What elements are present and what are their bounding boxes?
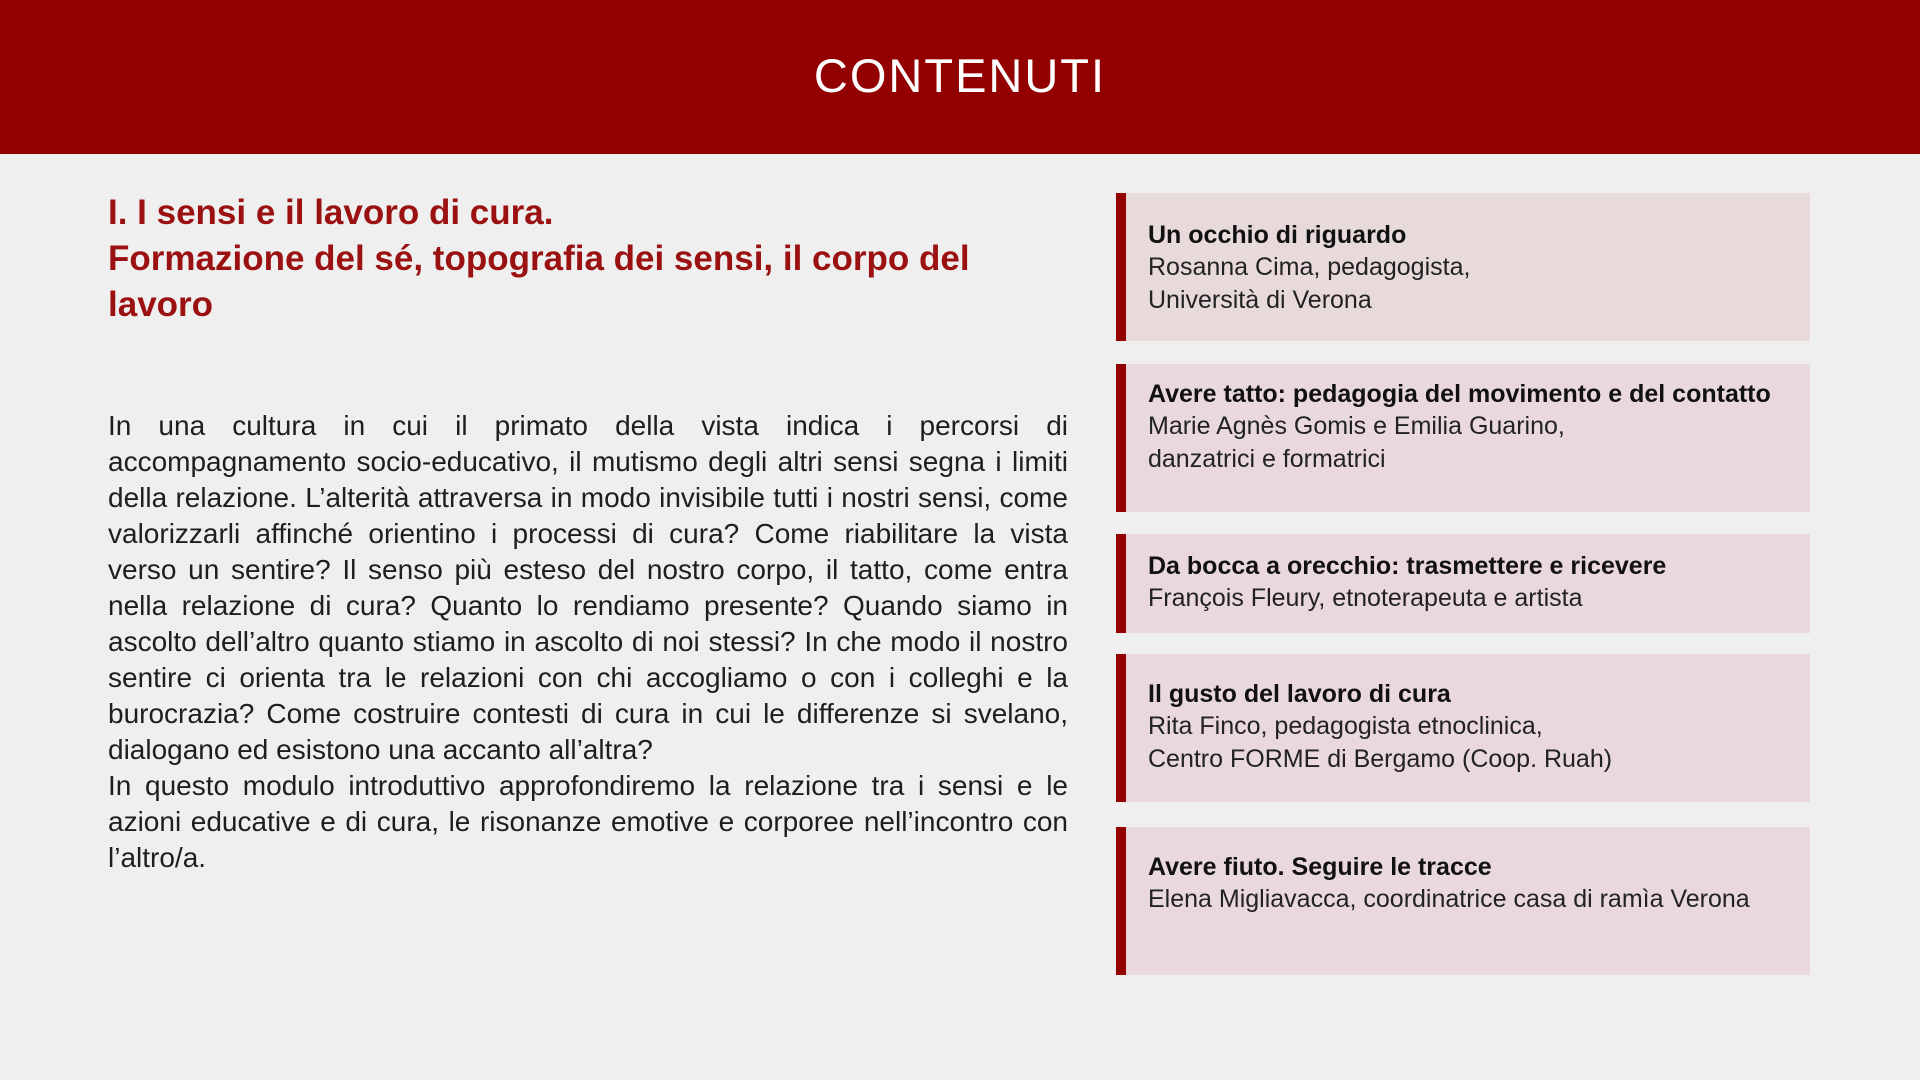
session-card [1116, 193, 1810, 341]
session-title: Un occhio di riguardo [1148, 221, 1407, 249]
session-card [1116, 654, 1810, 802]
session-affiliation: Università di Verona [1148, 286, 1372, 314]
session-title: Avere fiuto. Seguire le tracce [1148, 853, 1492, 881]
session-speaker: Rosanna Cima, pedagogista, [1148, 253, 1471, 281]
section-title-line-2: Formazione del sé, topografia dei sensi, il corpo del lavoro [108, 239, 970, 324]
session-speaker: Elena Migliavacca, coordinatrice casa di ramìa Verona [1148, 885, 1750, 913]
page-title: CONTENUTI [813, 48, 1107, 102]
section-title-line-1: I. I sensi e il lavoro di cura. [108, 193, 554, 232]
session-title: Da bocca a orecchio: trasmettere e ricevere [1148, 552, 1667, 580]
body-text [108, 408, 1068, 876]
module-description [108, 190, 1068, 876]
session-title: Il gusto del lavoro di cura [1148, 680, 1451, 708]
section-title [108, 190, 1068, 328]
session-card [1116, 827, 1810, 975]
session-affiliation: Centro FORME di Bergamo (Coop. Ruah) [1148, 745, 1613, 773]
session-speaker: Rita Finco, pedagogista etnoclinica, [1148, 712, 1543, 740]
session-title: Avere tatto: pedagogia del movimento e del contatto [1148, 380, 1771, 408]
session-card [1116, 534, 1810, 633]
header-bar [0, 0, 1920, 154]
session-speaker: Marie Agnès Gomis e Emilia Guarino, [1148, 412, 1565, 440]
session-card [1116, 364, 1810, 512]
session-speaker: François Fleury, etnoterapeuta e artista [1148, 584, 1583, 612]
body-paragraph-2: In questo modulo introduttivo approfondiremo la relazione tra i sensi e le azioni educative e di cura, le risonanze emotive e corporee nell’incontro con l’altro/a. [108, 770, 1068, 873]
body-paragraph-1: In una cultura in cui il primato della vista indica i percorsi di accompagnamento socio-educativo, il mutismo degli altri sensi segna i limiti della relazione. L’alterità attraversa in modo invisibile tutti i nostri sensi, come valorizzarli affinché orientino i processi di cura? Come riabilitare la vista verso un sentire? Il senso più esteso del nostro corpo, il tatto, come entra nella relazione di cura? Quanto lo rendiamo presente? Quando siamo in ascolto dell’altro quanto stiamo in ascolto di noi stessi? In che modo il nostro sentire ci orienta tra le relazioni con chi accogliamo o con i colleghi e la burocrazia? Come costruire contesti di cura in cui le differenze si svelano, dialogano ed esistono una accanto all’altra? [108, 410, 1068, 765]
session-affiliation: danzatrici e formatrici [1148, 445, 1386, 473]
